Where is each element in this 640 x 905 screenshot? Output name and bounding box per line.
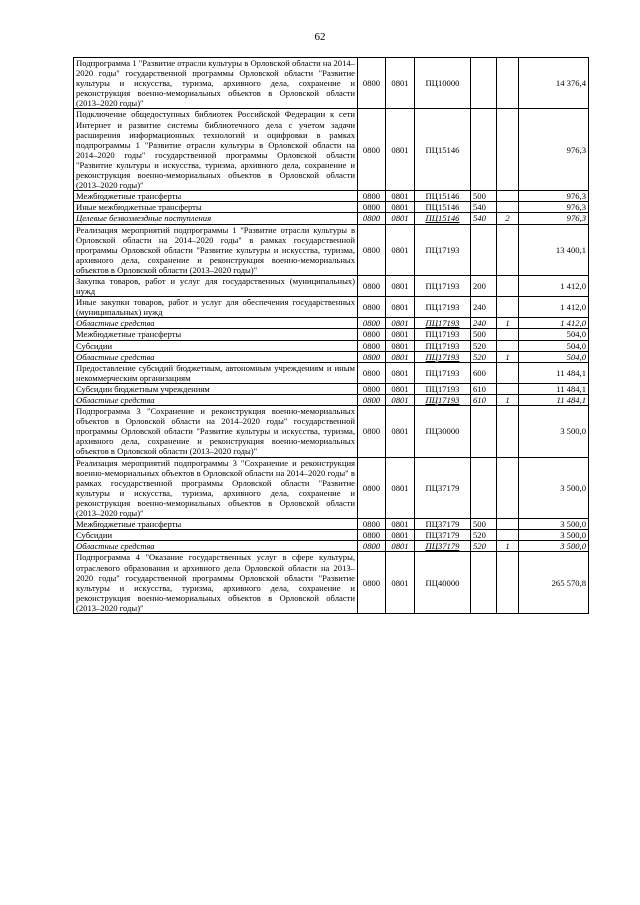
table-row — [74, 213, 589, 224]
subsection-code: 0801 — [386, 297, 415, 318]
subsection-code: 0801 — [386, 58, 415, 109]
funding-source-code — [497, 519, 519, 530]
funding-source-code — [497, 109, 519, 191]
target-article-code: ПЦ30000 — [415, 406, 471, 457]
funding-source-code: 1 — [497, 541, 519, 552]
row-name: Закупка товаров, работ и услуг для государственных (муниципальных) нужд — [74, 275, 358, 296]
funding-source-code — [497, 340, 519, 351]
table-row — [74, 297, 589, 318]
table-row — [74, 530, 589, 541]
target-article-code: ПЦ17193 — [415, 351, 471, 362]
target-article-code: ПЦ40000 — [415, 552, 471, 614]
section-code: 0800 — [358, 318, 386, 329]
table-row — [74, 191, 589, 202]
row-name: Иные закупки товаров, работ и услуг для обеспечения государственных (муниципальных) нужд — [74, 297, 358, 318]
funding-source-code — [497, 275, 519, 296]
subsection-code: 0801 — [386, 329, 415, 340]
target-article-code: ПЦ17193 — [415, 329, 471, 340]
row-name: Субсидии бюджетным учреждениям — [74, 383, 358, 394]
row-name: Подпрограмма 1 "Развитие отрасли культуры в Орловской области на 2014–2020 годы" государственной программы Орловской области "Развитие культуры и искусства, туризма, архивного дела, сохранение и реконструкция военно-мемориальных объектов в Орловской области (2013–2020 годы)" — [74, 58, 358, 109]
amount: 13 400,1 — [519, 224, 589, 275]
funding-source-code — [497, 362, 519, 383]
target-article-code: ПЦ10000 — [415, 58, 471, 109]
table-row — [74, 202, 589, 213]
target-article-code: ПЦ17193 — [415, 297, 471, 318]
funding-source-code — [497, 191, 519, 202]
amount: 3 500,0 — [519, 519, 589, 530]
target-article-code: ПЦ17193 — [415, 224, 471, 275]
target-article-code: ПЦ17193 — [415, 383, 471, 394]
table-row — [74, 362, 589, 383]
table-row — [74, 224, 589, 275]
row-name: Целевые безвозмездные поступления — [74, 213, 358, 224]
subsection-code: 0801 — [386, 406, 415, 457]
subsection-code: 0801 — [386, 340, 415, 351]
table-row — [74, 406, 589, 457]
target-article-code: ПЦ17193 — [415, 395, 471, 406]
subsection-code: 0801 — [386, 362, 415, 383]
table-row — [74, 340, 589, 351]
expense-type-code: 500 — [471, 191, 497, 202]
amount: 976,3 — [519, 202, 589, 213]
subsection-code: 0801 — [386, 213, 415, 224]
section-code: 0800 — [358, 58, 386, 109]
table-row — [74, 552, 589, 614]
amount: 1 412,0 — [519, 318, 589, 329]
target-article-code: ПЦ37179 — [415, 519, 471, 530]
subsection-code: 0801 — [386, 541, 415, 552]
target-article-code: ПЦ15146 — [415, 202, 471, 213]
funding-source-code — [497, 297, 519, 318]
section-code: 0800 — [358, 275, 386, 296]
table-row — [74, 383, 589, 394]
section-code: 0800 — [358, 351, 386, 362]
table-row — [74, 318, 589, 329]
subsection-code: 0801 — [386, 395, 415, 406]
section-code: 0800 — [358, 109, 386, 191]
section-code: 0800 — [358, 362, 386, 383]
amount: 504,0 — [519, 340, 589, 351]
expense-type-code: 540 — [471, 213, 497, 224]
row-name: Подключение общедоступных библиотек Российской Федерации к сети Интернет и развитие системы библиотечного дела с учетом задачи расширения информационных технологий и оцифровки в рамках подпрограммы 1 "Развитие отрасли культуры в Орловской области на 2014–2020 годы" государственной программы Орловской области "Развитие культуры и искусства, туризма, архивного дела, сохранение и реконструкция военно-мемориальных объектов в Орловской области (2013–2020 годы)" — [74, 109, 358, 191]
amount: 3 500,0 — [519, 457, 589, 519]
expense-type-code: 200 — [471, 275, 497, 296]
budget-table — [73, 57, 589, 614]
page-number: 62 — [314, 31, 326, 43]
subsection-code: 0801 — [386, 552, 415, 614]
table-row — [74, 329, 589, 340]
subsection-code: 0801 — [386, 224, 415, 275]
target-article-code: ПЦ37179 — [415, 457, 471, 519]
expense-type-code — [471, 457, 497, 519]
amount: 14 376,4 — [519, 58, 589, 109]
funding-source-code — [497, 457, 519, 519]
expense-type-code — [471, 224, 497, 275]
section-code: 0800 — [358, 552, 386, 614]
funding-source-code: 1 — [497, 318, 519, 329]
expense-type-code: 520 — [471, 340, 497, 351]
funding-source-code — [497, 329, 519, 340]
subsection-code: 0801 — [386, 351, 415, 362]
section-code: 0800 — [358, 297, 386, 318]
expense-type-code — [471, 109, 497, 191]
funding-source-code — [497, 202, 519, 213]
subsection-code: 0801 — [386, 530, 415, 541]
amount: 3 500,0 — [519, 541, 589, 552]
row-name: Подпрограмма 4 "Оказание государственных услуг в сфере культуры, отраслевого образования и архивного дела Орловской области на 2013–2020 годы" государственной программы Орловской области "Развитие культуры и искусства, туризма, архивного дела, сохранение и реконструкция военно-мемориальных объектов в Орловской области (2013–2020 годы)" — [74, 552, 358, 614]
amount: 3 500,0 — [519, 406, 589, 457]
row-name: Межбюджетные трансферты — [74, 191, 358, 202]
row-name: Межбюджетные трансферты — [74, 519, 358, 530]
section-code: 0800 — [358, 541, 386, 552]
subsection-code: 0801 — [386, 457, 415, 519]
target-article-code: ПЦ37179 — [415, 541, 471, 552]
row-name: Предоставление субсидий бюджетным, автономным учреждениям и иным некоммерческим организациям — [74, 362, 358, 383]
row-name: Реализация мероприятий подпрограммы 1 "Развитие отрасли культуры в Орловской области на 2014–2020 годы" в рамках государственной программы Орловской области "Развитие культуры и искусства, туризма, архивного дела, сохранение и реконструкция военно-мемориальных объектов в Орловской области (2013–2020 годы)" — [74, 224, 358, 275]
funding-source-code — [497, 552, 519, 614]
subsection-code: 0801 — [386, 519, 415, 530]
section-code: 0800 — [358, 519, 386, 530]
row-name: Межбюджетные трансферты — [74, 329, 358, 340]
section-code: 0800 — [358, 395, 386, 406]
amount: 11 484,1 — [519, 395, 589, 406]
table-row — [74, 58, 589, 109]
expense-type-code: 240 — [471, 318, 497, 329]
row-name: Областные средства — [74, 318, 358, 329]
amount: 3 500,0 — [519, 530, 589, 541]
expense-type-code: 520 — [471, 351, 497, 362]
target-article-code: ПЦ17193 — [415, 318, 471, 329]
amount: 976,3 — [519, 191, 589, 202]
expense-type-code — [471, 58, 497, 109]
table-row — [74, 519, 589, 530]
expense-type-code — [471, 552, 497, 614]
expense-type-code: 500 — [471, 519, 497, 530]
target-article-code: ПЦ37179 — [415, 530, 471, 541]
expense-type-code: 500 — [471, 329, 497, 340]
section-code: 0800 — [358, 530, 386, 541]
expense-type-code: 600 — [471, 362, 497, 383]
target-article-code: ПЦ17193 — [415, 362, 471, 383]
amount: 976,3 — [519, 213, 589, 224]
funding-source-code: 1 — [497, 395, 519, 406]
subsection-code: 0801 — [386, 318, 415, 329]
expense-type-code: 240 — [471, 297, 497, 318]
row-name: Субсидии — [74, 340, 358, 351]
target-article-code: ПЦ15146 — [415, 191, 471, 202]
section-code: 0800 — [358, 224, 386, 275]
amount: 11 484,1 — [519, 383, 589, 394]
section-code: 0800 — [358, 406, 386, 457]
target-article-code: ПЦ15146 — [415, 109, 471, 191]
funding-source-code — [497, 224, 519, 275]
table-row — [74, 395, 589, 406]
section-code: 0800 — [358, 340, 386, 351]
subsection-code: 0801 — [386, 109, 415, 191]
row-name: Подпрограмма 3 "Сохранение и реконструкция военно-мемориальных объектов в Орловской области на 2014–2020 годы" государственной программы Орловской области "Развитие культуры и искусства, туризма, архивного дела, сохранение и реконструкция военно-мемориальных объектов в Орловской области (2013–2020 годы)" — [74, 406, 358, 457]
funding-source-code: 1 — [497, 351, 519, 362]
subsection-code: 0801 — [386, 191, 415, 202]
subsection-code: 0801 — [386, 383, 415, 394]
table-row — [74, 109, 589, 191]
table-row — [74, 275, 589, 296]
section-code: 0800 — [358, 191, 386, 202]
amount: 1 412,0 — [519, 275, 589, 296]
target-article-code: ПЦ17193 — [415, 275, 471, 296]
funding-source-code — [497, 383, 519, 394]
row-name: Областные средства — [74, 351, 358, 362]
amount: 504,0 — [519, 329, 589, 340]
expense-type-code: 520 — [471, 530, 497, 541]
amount: 1 412,0 — [519, 297, 589, 318]
section-code: 0800 — [358, 457, 386, 519]
expense-type-code: 540 — [471, 202, 497, 213]
table-row — [74, 457, 589, 519]
funding-source-code: 2 — [497, 213, 519, 224]
row-name: Областные средства — [74, 395, 358, 406]
funding-source-code — [497, 406, 519, 457]
amount: 11 484,1 — [519, 362, 589, 383]
expense-type-code: 610 — [471, 395, 497, 406]
funding-source-code — [497, 530, 519, 541]
expense-type-code: 610 — [471, 383, 497, 394]
funding-source-code — [497, 58, 519, 109]
section-code: 0800 — [358, 329, 386, 340]
row-name: Реализация мероприятий подпрограммы 3 "Сохранение и реконструкция военно-мемориальных объектов в Орловской области на 2014–2020 годы" в рамках государственной программы Орловской области "Развитие культуры и искусства, туризма, архивного дела, сохранение и реконструкция военно-мемориальных объектов в Орловской области (2013–2020 годы)" — [74, 457, 358, 519]
target-article-code: ПЦ17193 — [415, 340, 471, 351]
row-name: Иные межбюджетные трансферты — [74, 202, 358, 213]
amount: 976,3 — [519, 109, 589, 191]
section-code: 0800 — [358, 383, 386, 394]
expense-type-code — [471, 406, 497, 457]
row-name: Субсидии — [74, 530, 358, 541]
row-name: Областные средства — [74, 541, 358, 552]
expense-type-code: 520 — [471, 541, 497, 552]
subsection-code: 0801 — [386, 202, 415, 213]
table-row — [74, 351, 589, 362]
target-article-code: ПЦ15146 — [415, 213, 471, 224]
section-code: 0800 — [358, 202, 386, 213]
section-code: 0800 — [358, 213, 386, 224]
subsection-code: 0801 — [386, 275, 415, 296]
amount: 265 570,8 — [519, 552, 589, 614]
amount: 504,0 — [519, 351, 589, 362]
table-row — [74, 541, 589, 552]
